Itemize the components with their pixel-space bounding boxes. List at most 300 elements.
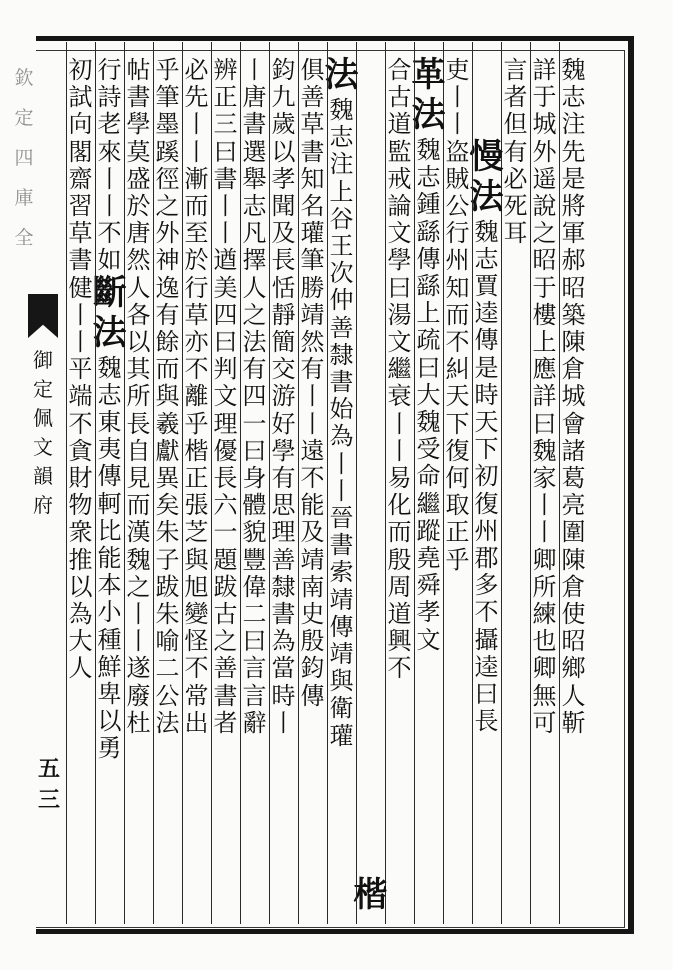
text-char: 志 [416,163,441,192]
text-char: 州 [445,246,470,275]
text-char: 舜 [416,571,441,600]
text-char: 交 [271,355,296,384]
text-char: 丨 [184,137,209,166]
text-char: 正 [184,464,209,492]
text-char: 物 [68,491,93,520]
text-char: 夷 [97,435,122,464]
text-char: 靖 [329,585,354,614]
text-char: 昭 [532,246,557,275]
text-char: 九 [271,83,296,112]
text-char: 體 [242,491,267,520]
text-char: 聞 [271,192,296,220]
text-char: 魏 [97,353,122,382]
text-char: 有 [503,137,528,166]
text-char: 丨 [271,708,296,737]
text-char: 偉 [242,572,267,601]
book-title-char: 府 [33,493,53,517]
text-char: 合 [387,56,412,84]
text-char: 常 [184,681,209,710]
text-char: 天 [445,382,470,411]
text-char: 丨 [445,110,470,139]
text-char: 丨 [300,409,325,438]
text-char: 丨 [532,518,557,547]
text-char: 大 [68,627,93,656]
text-char: 城 [561,382,586,411]
text-char: 命 [416,462,441,491]
text-char: 不 [445,328,470,356]
text-char: 曰 [242,436,267,465]
text-char: 索 [329,558,354,587]
text-char: 昭 [561,627,586,656]
text-char: 靖 [300,300,325,329]
text-char: 郡 [474,544,499,572]
text-char: 志 [242,192,267,220]
text-char: 不 [474,598,499,627]
text-char: 必 [503,164,528,193]
text-char: 而 [184,192,209,220]
text-char: 書 [126,83,151,112]
text-char: 初 [474,462,499,491]
text-char: 鈞 [300,654,325,683]
text-char: 蹤 [416,516,441,545]
text-char: 遒 [213,246,238,275]
text-char: 丨 [387,409,412,438]
text-char: 者 [213,708,238,737]
text-char: 凡 [242,219,267,248]
text-char: 文 [387,219,412,248]
text-char: 練 [532,600,557,628]
text-char: 言 [242,654,267,683]
text-char: 于 [532,83,557,112]
text-char: 先 [561,137,586,166]
text-char: 使 [561,600,586,628]
text-char: 鮮 [97,652,122,681]
text-char: 變 [184,600,209,628]
text-char: 丨 [532,491,557,520]
text-char: 瓘 [329,721,354,750]
text-char: 魏 [474,217,499,246]
text-char: 注 [561,110,586,139]
text-char: 王 [329,232,354,260]
text-char: 曰 [213,137,238,166]
text-char: 跋 [155,572,180,601]
text-char: 文 [416,625,441,654]
text-char: 乎 [155,56,180,84]
text-char: 攝 [474,625,499,654]
text-char: 善 [329,313,354,342]
text-char: 丨 [68,300,93,329]
text-char: 丨 [329,449,354,478]
text-char: 郝 [561,246,586,275]
text-char: 將 [561,192,586,220]
text-char: 朱 [155,600,180,628]
text-char: 丨 [126,600,151,628]
text-char: 也 [532,627,557,656]
text-char: 離 [184,382,209,411]
text-char: 而 [387,518,412,547]
text-char: 丨 [213,219,238,248]
text-char: 初 [68,56,93,84]
text-char: 言 [242,681,267,710]
text-char: 各 [126,300,151,329]
text-char: 人 [242,273,267,302]
text-char: 詳 [532,382,557,411]
text-char: 貪 [68,436,93,465]
text-char: 漢 [126,518,151,547]
text-char: 不 [97,219,122,248]
text-char: 端 [68,382,93,411]
text-char: 鈞 [271,56,296,84]
text-char: 勝 [300,273,325,302]
text-char: 六 [213,491,238,520]
text-char: 亦 [184,328,209,356]
text-char: 及 [300,518,325,547]
text-char: 矣 [155,491,180,520]
text-char: 志 [474,244,499,273]
text-char: 神 [155,246,180,275]
text-char: 受 [416,435,441,464]
text-char: 學 [387,246,412,275]
text-char: 朱 [155,518,180,547]
text-char: 大 [416,380,441,409]
text-char: 與 [155,382,180,411]
text-char: 曰 [242,627,267,656]
text-char: 殷 [387,545,412,574]
text-char: 學 [126,110,151,139]
text-char: 判 [213,355,238,384]
text-char: 時 [474,380,499,409]
text-char: 監 [387,137,412,166]
text-char: 餘 [155,328,180,356]
text-char: 書 [271,600,296,628]
text-char: 繼 [416,489,441,518]
text-char: 陳 [561,328,586,356]
text-char: 怪 [184,627,209,656]
text-char: 題 [213,545,238,574]
text-char: 曰 [474,680,499,708]
text-char: 有 [155,300,180,329]
text-char: 靖 [329,640,354,668]
text-char: 漸 [184,164,209,193]
text-char: 丨 [213,192,238,220]
text-char: 鄉 [561,654,586,683]
text-char: 下 [474,435,499,464]
text-char: 下 [445,409,470,438]
text-char: 于 [532,273,557,302]
text-char: 衆 [68,518,93,547]
text-char: 取 [445,491,470,520]
text-char: 魏 [416,408,441,436]
text-char: 遂 [126,654,151,683]
text-char: 唐 [126,219,151,248]
heading-char: 法 [324,55,359,95]
text-char: 辨 [213,56,238,84]
text-char: 堯 [416,544,441,572]
text-char: 書 [300,137,325,166]
text-char: 以 [271,137,296,166]
text-char: 傳 [416,244,441,273]
text-char: 墨 [155,110,180,139]
text-char: 俱 [300,56,325,84]
text-char: 貌 [242,518,267,547]
book-title-char: 韻 [33,464,53,488]
text-char: 州 [474,516,499,545]
text-char: 喻 [155,627,180,656]
text-char: 丨 [97,192,122,220]
text-char: 隸 [271,572,296,601]
text-char: 孝 [271,164,296,193]
text-char: 昭 [561,273,586,302]
text-char: 東 [97,408,122,436]
text-char: 齋 [68,164,93,193]
text-char: 閣 [68,137,93,166]
text-char: 曰 [213,328,238,356]
text-char: 注 [329,150,354,179]
column-rule [66,42,67,924]
book-title-char: 文 [33,435,53,459]
text-char: 曰 [532,409,557,438]
text-char: 莫 [126,137,151,166]
text-char: 草 [184,300,209,329]
text-char: 築 [561,300,586,329]
text-char: 當 [271,654,296,683]
text-char: 善 [271,545,296,574]
text-char: 丨 [445,83,470,112]
text-char: 一 [213,518,238,547]
header-fragment-char: 庫 [14,187,34,209]
text-char: 先 [184,83,209,112]
text-char: 草 [300,110,325,139]
text-char: 法 [155,708,180,737]
page-number: 五三 [37,756,60,813]
text-char: 魏 [532,436,557,465]
text-char: 丨 [242,56,267,84]
text-char: 正 [445,518,470,547]
text-char: 仲 [329,286,354,315]
text-char: 靳 [561,708,586,737]
text-char: 以 [68,572,93,601]
text-char: 者 [503,83,528,112]
text-char: 行 [445,219,470,248]
text-char: 魏 [329,96,354,124]
text-char: 是 [474,353,499,382]
text-char: 及 [271,219,296,248]
text-char: 詳 [532,56,557,84]
text-char: 善 [300,83,325,112]
text-char: 人 [68,654,93,683]
text-char: 軍 [561,219,586,248]
text-char: 豐 [242,545,267,574]
text-char: 糾 [445,355,470,384]
text-char: 舉 [242,164,267,193]
text-char: 習 [68,192,93,220]
text-char: 興 [387,627,412,656]
text-char: 長 [213,464,238,492]
text-char: 亮 [561,491,586,520]
text-char: 書 [213,681,238,710]
text-char: 道 [387,600,412,628]
text-char: 善 [213,654,238,683]
text-char: 杜 [126,708,151,737]
text-char: 四 [242,382,267,411]
text-char: 瓘 [300,219,325,248]
text-char: 行 [97,56,122,84]
text-char: 繼 [387,355,412,384]
text-char: 隸 [329,340,354,369]
text-char: 古 [387,83,412,112]
text-char: 丨 [329,476,354,505]
text-char: 於 [184,246,209,275]
text-char: 是 [561,164,586,193]
heading-char: 法 [92,312,127,353]
text-char: 正 [213,83,238,112]
text-char: 丨 [387,436,412,465]
text-char: 法 [242,328,267,356]
text-char: 軻 [97,489,122,518]
text-char: 志 [329,123,354,152]
text-char: 優 [213,436,238,465]
text-char: 名 [300,192,325,220]
text-char: 盛 [126,164,151,193]
text-char: 始 [329,395,354,424]
text-char: 有 [300,355,325,384]
text-char: 擇 [242,246,267,275]
text-char: 羲 [155,409,180,438]
text-char: 簡 [271,328,296,356]
text-char: 之 [213,627,238,656]
text-char: 不 [184,355,209,384]
text-char: 乎 [445,545,470,574]
text-char: 老 [97,110,122,139]
text-char: 魏 [126,545,151,574]
text-char: 比 [97,516,122,545]
text-char: 詩 [97,83,122,112]
text-char: 四 [213,300,238,329]
text-char: 外 [155,219,180,248]
text-char: 行 [184,273,209,302]
text-char: 丨 [184,110,209,139]
text-char: 歲 [271,110,296,139]
header-fragment-char: 全 [14,227,34,249]
text-char: 楷 [184,436,209,465]
text-char: 推 [68,545,93,574]
text-char: 以 [97,707,122,736]
text-char: 傳 [474,326,499,355]
text-char: 曰 [416,353,441,382]
text-char: 陳 [561,545,586,574]
text-char: 盗 [445,137,470,166]
text-char: 文 [387,328,412,356]
text-char: 必 [184,56,209,84]
text-char: 衰 [387,382,412,411]
text-char: 殷 [300,627,325,656]
text-char: 繇 [416,272,441,300]
text-char: 平 [68,355,93,384]
text-char: 樓 [532,300,557,329]
text-char: 復 [445,436,470,465]
text-char: 倉 [561,355,586,384]
text-char: 人 [561,681,586,710]
text-char: 化 [387,491,412,520]
text-char: 唐 [242,83,267,112]
text-char: 遥 [532,164,557,193]
heading-char: 慢 [469,136,504,177]
text-char: 外 [532,137,557,166]
text-char: 古 [213,600,238,628]
text-char: 周 [387,572,412,601]
heading-char: 斷 [92,272,127,313]
text-char: 文 [213,382,238,411]
text-char: 為 [329,422,354,451]
text-char: 魏 [561,56,586,84]
book-title-char: 佩 [33,406,53,430]
book-title [30,346,56,520]
text-char: 種 [97,625,122,654]
text-char: 如 [97,246,122,275]
text-char: 為 [271,627,296,656]
text-char: 知 [445,273,470,302]
text-char: 見 [126,464,151,492]
text-char: 城 [532,110,557,139]
heading-char: 法 [469,176,504,217]
heading-char: 楷 [353,875,388,915]
text-char: 史 [300,600,325,628]
text-char: 筆 [155,83,180,112]
text-char: 上 [416,299,441,328]
text-char: 所 [532,572,557,601]
text-char: 不 [387,654,412,683]
text-char: 書 [68,246,93,275]
text-char: 知 [300,164,325,193]
text-char: 葛 [561,464,586,492]
text-char: 一 [242,409,267,438]
text-char: 書 [213,164,238,193]
text-char: 書 [329,531,354,560]
text-char: 張 [184,491,209,520]
text-char: 身 [242,464,267,492]
text-char: 芝 [184,518,209,547]
text-char: 試 [68,83,93,112]
text-char: 旭 [184,572,209,601]
running-header-fragment [12,60,36,260]
text-char: 而 [445,300,470,329]
text-char: 長 [126,409,151,438]
text-char: 不 [184,654,209,683]
text-char: 丨 [300,382,325,411]
text-char: 卿 [532,545,557,574]
text-char: 為 [68,600,93,628]
text-char: 丨 [97,164,122,193]
text-char: 子 [155,545,180,574]
text-char: 異 [155,464,180,492]
book-title-char: 御 [33,348,53,372]
text-char: 何 [445,464,470,492]
text-char: 理 [271,518,296,547]
text-char: 之 [532,219,557,248]
text-char: 逵 [474,652,499,681]
text-char: 傳 [97,462,122,491]
text-char: 志 [561,83,586,112]
text-char: 有 [271,464,296,492]
header-fragment-char: 四 [14,147,34,169]
text-char: 本 [97,571,122,600]
text-char: 財 [68,464,93,492]
text-char: 能 [300,491,325,520]
text-char: 卑 [97,680,122,708]
text-char: 可 [532,708,557,737]
heading-char: 法 [411,95,446,135]
text-char: 但 [503,110,528,139]
